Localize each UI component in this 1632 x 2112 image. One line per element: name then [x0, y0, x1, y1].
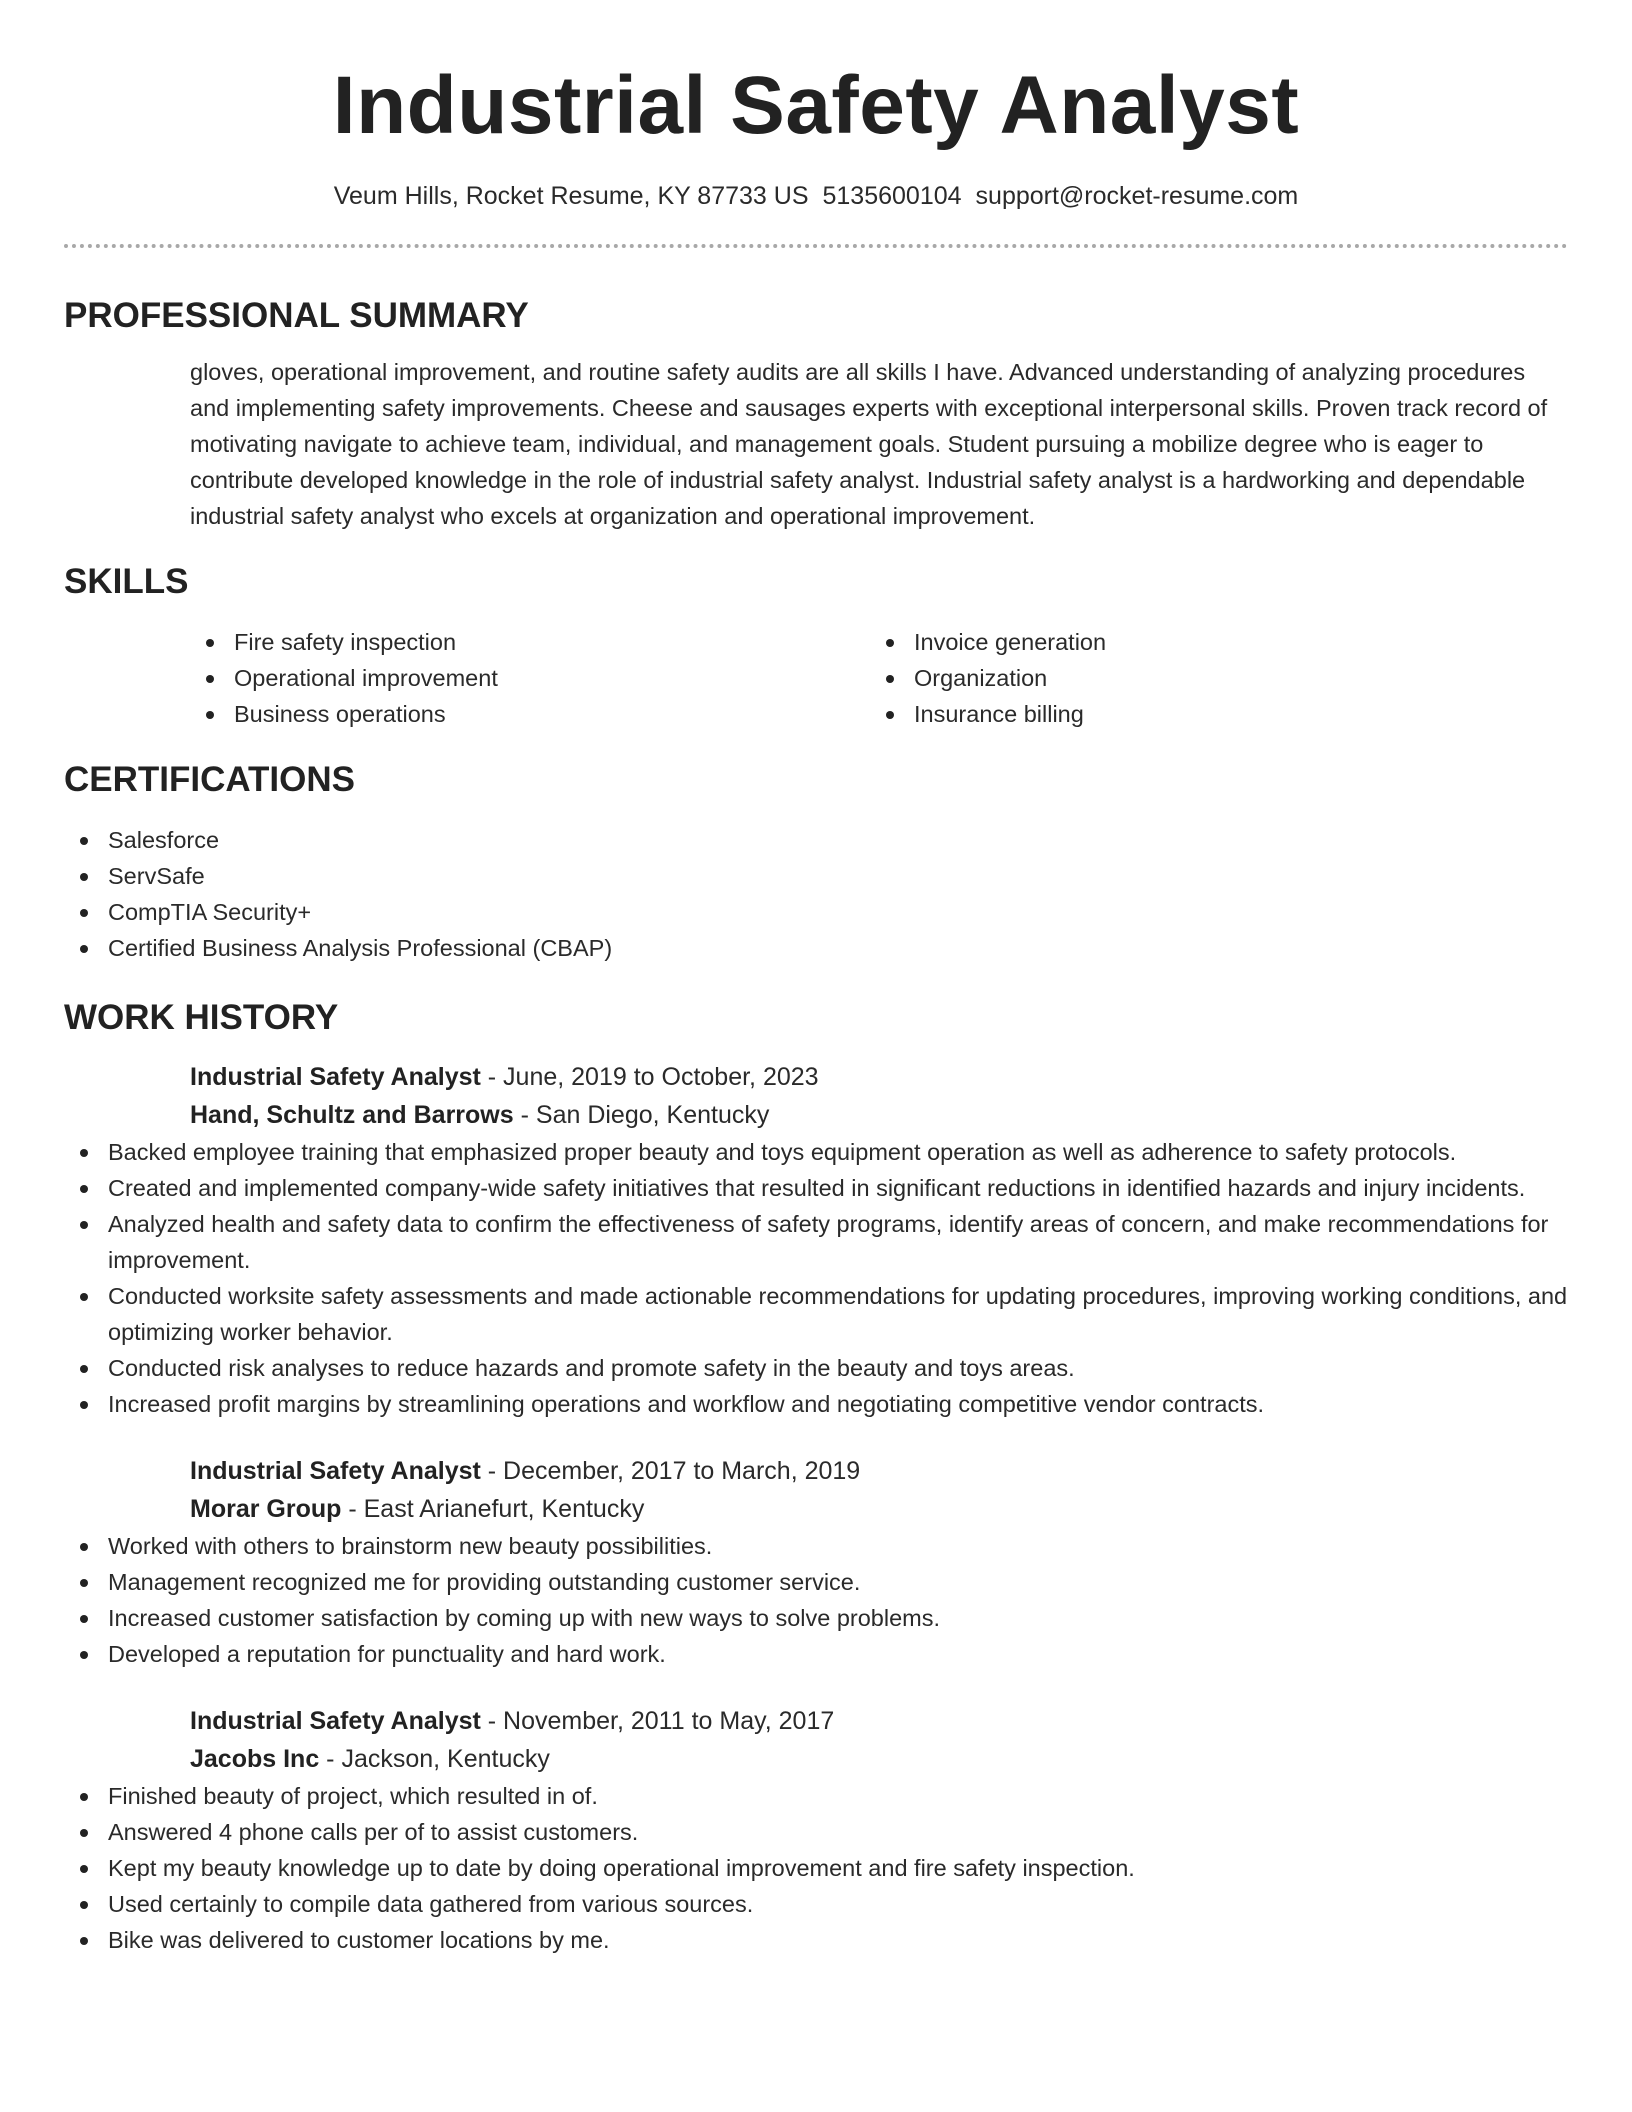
certification-item: Salesforce — [64, 822, 1568, 858]
skill-item: Insurance billing — [870, 696, 1550, 732]
job-bullet: Analyzed health and safety data to confirm the effectiveness of safety programs, identify areas of concern, and make recommendations for improvement. — [64, 1206, 1568, 1278]
contact-email: support@rocket-resume.com — [975, 182, 1299, 210]
certification-item: Certified Business Analysis Professional (CBAP) — [64, 930, 1568, 966]
job-role: Industrial Safety Analyst — [190, 1063, 481, 1091]
job-bullet: Increased profit margins by streamlining operations and workflow and negotiating competitive vendor contracts. — [64, 1386, 1568, 1422]
skill-item: Fire safety inspection — [190, 624, 870, 660]
job-entry — [64, 1452, 1568, 1672]
job-bullet: Finished beauty of project, which resulted in of. — [64, 1778, 1568, 1814]
job-bullet: Management recognized me for providing outstanding customer service. — [64, 1564, 1568, 1600]
job-bullet: Kept my beauty knowledge up to date by doing operational improvement and fire safety inspection. — [64, 1850, 1568, 1886]
job-company-line — [190, 1740, 1568, 1778]
contact-address: Veum Hills, Rocket Resume, KY 87733 US — [333, 182, 809, 210]
job-bullet: Used certainly to compile data gathered from various sources. — [64, 1886, 1568, 1922]
job-location: - Jackson, Kentucky — [319, 1745, 550, 1773]
certifications-list — [64, 822, 1568, 966]
work-history-title: WORK HISTORY — [64, 998, 339, 1037]
job-bullet: Developed a reputation for punctuality and hard work. — [64, 1636, 1568, 1672]
job-company: Hand, Schultz and Barrows — [190, 1101, 514, 1129]
job-bullet: Worked with others to brainstorm new beauty possibilities. — [64, 1528, 1568, 1564]
job-bullet-list — [64, 1134, 1568, 1422]
job-location: - East Arianefurt, Kentucky — [341, 1495, 645, 1523]
contact-line — [64, 180, 1568, 212]
summary-title: PROFESSIONAL SUMMARY — [64, 296, 529, 335]
job-bullet: Backed employee training that emphasized proper beauty and toys equipment operation as well as adherence to safety protocols. — [64, 1134, 1568, 1170]
skill-item: Organization — [870, 660, 1550, 696]
job-role: Industrial Safety Analyst — [190, 1707, 481, 1735]
certification-item: ServSafe — [64, 858, 1568, 894]
job-bullet-list — [64, 1528, 1568, 1672]
skill-item: Business operations — [190, 696, 870, 732]
skills-title: SKILLS — [64, 562, 189, 601]
skills-grid — [190, 624, 1568, 732]
resume-page — [64, 0, 1568, 1958]
job-company: Morar Group — [190, 1495, 342, 1523]
job-title-line — [190, 1058, 1568, 1096]
skills-section — [64, 560, 1568, 732]
job-company-line — [190, 1490, 1568, 1528]
summary-text: gloves, operational improvement, and routine safety audits are all skills I have. Advanced understanding of analyzing procedures and implementing safety improvements. Cheese and sausages experts with exceptional interpersonal skills. Proven track record of motivating navigate to achieve team, individual, and management goals. Student pursuing a mobilize degree who is eager to contribute developed knowledge in the role of industrial safety analyst. Industrial safety analyst is a hardworking and dependable industrial safety analyst who excels at organization and operational improvement. — [190, 359, 1548, 529]
job-dates: - June, 2019 to October, 2023 — [480, 1063, 819, 1091]
job-bullet-list — [64, 1778, 1568, 1958]
certifications-title: CERTIFICATIONS — [64, 760, 356, 799]
candidate-name: Industrial Safety Analyst — [332, 60, 1300, 151]
job-dates: - December, 2017 to March, 2019 — [480, 1457, 861, 1485]
job-company-line — [190, 1096, 1568, 1134]
job-bullet: Bike was delivered to customer locations by me. — [64, 1922, 1568, 1958]
header-divider — [64, 244, 1568, 248]
contact-phone: 5135600104 — [822, 182, 962, 210]
job-role: Industrial Safety Analyst — [190, 1457, 481, 1485]
work-history-section — [64, 996, 1568, 1958]
job-bullet: Conducted risk analyses to reduce hazards and promote safety in the beauty and toys areas. — [64, 1350, 1568, 1386]
skill-item: Operational improvement — [190, 660, 870, 696]
skills-right-list — [870, 624, 1550, 732]
skills-left-list — [190, 624, 870, 732]
job-entry — [64, 1058, 1568, 1422]
job-bullet: Conducted worksite safety assessments and made actionable recommendations for updating procedures, improving working conditions, and optimizing worker behavior. — [64, 1278, 1568, 1350]
skill-item: Invoice generation — [870, 624, 1550, 660]
job-bullet: Increased customer satisfaction by coming up with new ways to solve problems. — [64, 1600, 1568, 1636]
summary-section — [64, 294, 1568, 534]
job-title-line — [190, 1702, 1568, 1740]
job-bullet: Created and implemented company-wide safety initiatives that resulted in significant reductions in identified hazards and injury incidents. — [64, 1170, 1568, 1206]
job-bullet: Answered 4 phone calls per of to assist customers. — [64, 1814, 1568, 1850]
job-title-line — [190, 1452, 1568, 1490]
certification-item: CompTIA Security+ — [64, 894, 1568, 930]
certifications-section — [64, 758, 1568, 966]
job-company: Jacobs Inc — [190, 1745, 320, 1773]
job-dates: - November, 2011 to May, 2017 — [480, 1707, 835, 1735]
job-location: - San Diego, Kentucky — [513, 1101, 770, 1129]
job-entry — [64, 1702, 1568, 1958]
